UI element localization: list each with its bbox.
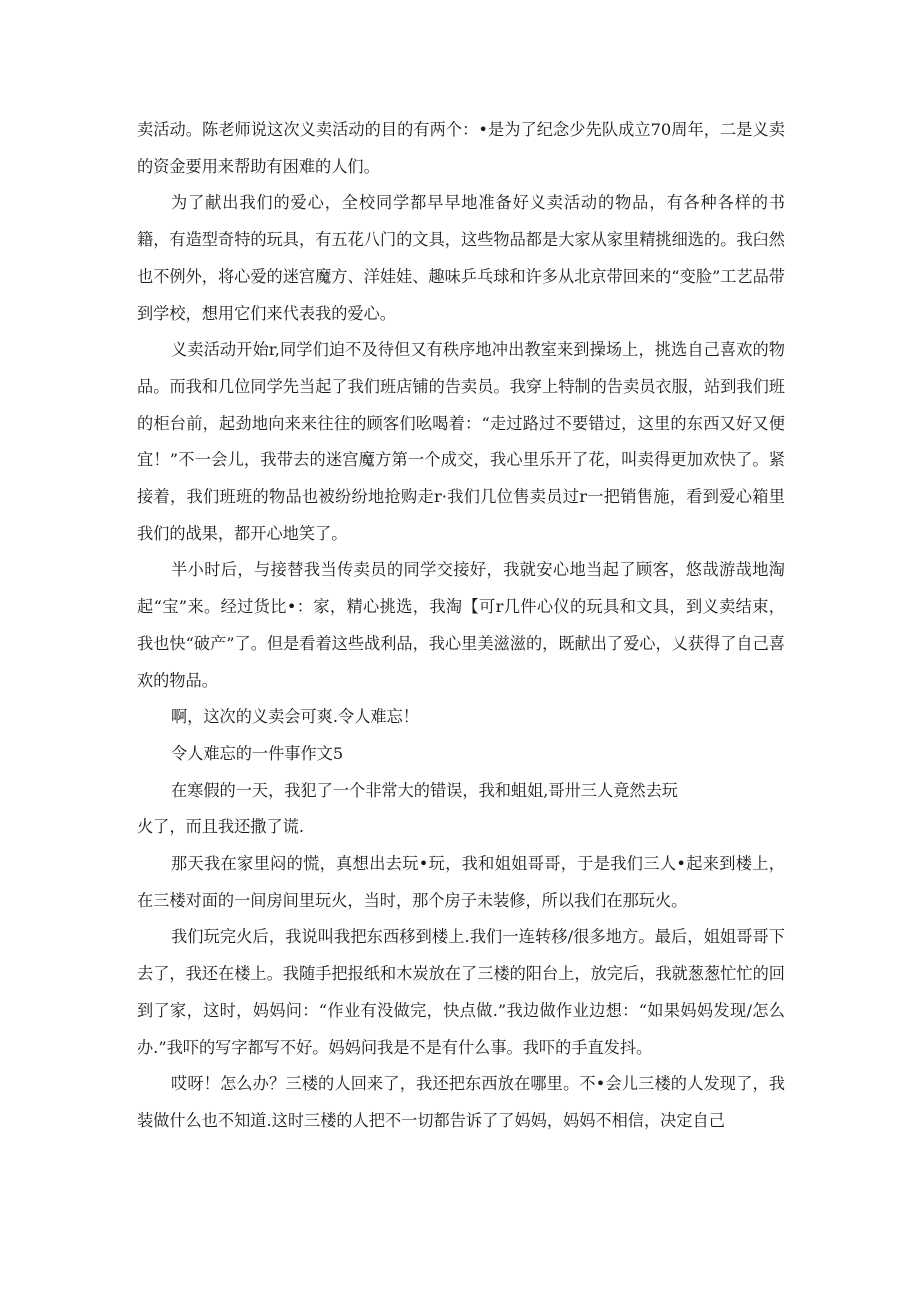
essay-heading: 令人难忘的一件事作文5 xyxy=(171,743,344,763)
paragraph-4: 半小时后，与接替我当传卖员的同学交接好，我就安心地当起了顾客，悠哉游哉地淘起“宝”来。经过货比•：家，精心挑选，我淘【可r几件心仪的玩具和文具，到义卖结束，我也快“破产”了。但是看着这些战利品，我心里美滋滋的，既献出了爱心，乂获得了自己喜欢的物品。 xyxy=(137,560,785,690)
paragraph-6-line-2: 火了，而且我还撒了谎. xyxy=(137,817,305,837)
paragraph-9: 哎呀！怎么办？三楼的人回来了，我还把东西放在哪里。不•会儿三楼的人发现了，我装做什么也不知道.这时三楼的人把不一切都告诉了了妈妈，妈妈不相信，决定自己 xyxy=(137,1074,785,1130)
paragraph-8: 我们玩完火后，我说叫我把东西移到楼上.我们一连转移/很多地方。最后，姐姐哥哥下去了，我还在楼上。我随手把报纸和木炭放在了三楼的阳台上，放完后，我就葱葱忙忙的回到了家，这时，妈妈问：“作业有没做完，快点做.”我边做作业边想：“如果妈妈发现/怎么办.”我吓的写字都写不好。妈妈问我是不是有什么事。我吓的手直发抖。 xyxy=(137,927,785,1057)
paragraph-1: 卖活动。陈老师说这次义卖活动的目的有两个：•是为了纪念少先队成立70周年，二是义卖的资金要用来帮助有困难的人们。 xyxy=(137,120,785,176)
paragraph-5: 啊，这次的义卖会可爽.令人难忘！ xyxy=(171,707,419,727)
document-body xyxy=(137,112,785,1140)
paragraph-7: 那天我在家里闷的慌，真想出去玩•玩，我和姐姐哥哥，于是我们三人•起来到楼上，在三楼对面的一间房间里玩火，当时，那个房子未装修，所以我们在那玩火。 xyxy=(137,854,785,910)
paragraph-3: 义卖活动开始r,同学们迫不及待但又有秩序地冲出教室来到操场上，挑选自己喜欢的物品。而我和几位同学先当起了我们班店铺的告卖员。我穿上特制的告卖员衣服，站到我们班的柜台前，起劲地向来来往往的顾客们吆喝着：“走过路过不要错过，这里的东西又好又便宜！”不一会儿，我带去的迷宫魔方第一个成交，我心里乐开了花，叫卖得更加欢快了。紧接着，我们班班的物品也被纷纷地抢购走r·我们几位售卖员过r一把销售施，看到爱心箱里我们的战果，都开心地笑了。 xyxy=(137,340,785,543)
paragraph-6 xyxy=(137,773,785,846)
paragraph-6-line-1: 在寒假的一天，我犯了一个非常大的错误，我和蛆姐,哥卅三人竟然去玩 xyxy=(171,780,678,800)
paragraph-2: 为了献出我们的爱心，全校同学都早早地准备好义卖活动的物品，有各种各样的书籍，有造型奇特的玩具，有五花八门的文具，这些物品都是大家从家里精挑细选的。我臼然也不例外，将心爱的迷宫魔方、洋娃娃、趣味乒乓球和许多从北京带回来的“变脸”工艺品带到学校，想用它们来代表我的爱心。 xyxy=(137,193,785,323)
